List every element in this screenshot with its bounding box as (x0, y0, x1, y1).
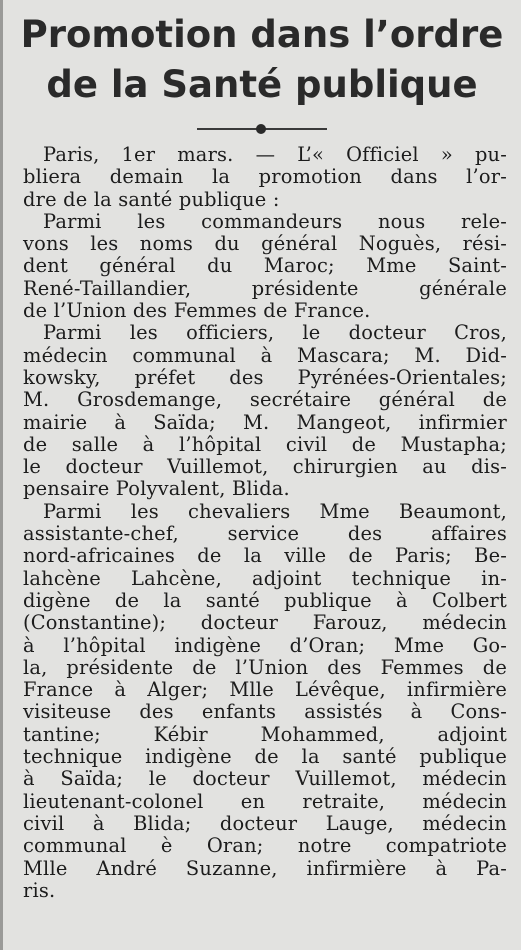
text-line: René-Taillandier, présidente générale (23, 276, 507, 300)
text-line: visiteuse des enfants assistés à Cons- (23, 700, 507, 724)
paragraph-intro (23, 144, 507, 211)
text-line: lieutenant-colonel en retraite, médecin (23, 789, 507, 813)
text-line: à l’hôpital indigène d’Oran; Mme Go- (23, 633, 507, 657)
divider-dot (256, 124, 266, 134)
text-line: ris. (23, 878, 56, 902)
text-line: Parmi les chevaliers Mme Beaumont, (43, 499, 507, 523)
text-line: assistante-chef, service des affaires (23, 522, 507, 546)
text-line: nord-africaines de la ville de Paris; Be- (23, 544, 507, 568)
text-line: de salle à l’hôpital civil de Mustapha; (23, 432, 507, 456)
paragraph-officiers (23, 322, 507, 500)
article-body (3, 144, 521, 902)
text-line: communal è Oran; notre compatriote (23, 834, 507, 858)
text-line: la, présidente de l’Union des Femmes de (23, 655, 507, 679)
text-line: civil à Blida; docteur Lauge, médecin (23, 811, 507, 835)
text-line: M. Grosdemange, secrétaire général de (23, 388, 507, 412)
text-line: vons les noms du général Noguès, rési- (23, 232, 507, 256)
text-line: lahcène Lahcène, adjoint technique in- (23, 566, 507, 590)
text-line: dre de la santé publique : (23, 187, 280, 211)
headline-line-2: de la Santé publique (46, 63, 478, 106)
text-line: le docteur Vuillemot, chirurgien au dis- (23, 455, 507, 479)
text-line: technique indigène de la santé publique (23, 745, 507, 769)
text-line: dent général du Maroc; Mme Saint- (23, 254, 507, 278)
text-line: kowsky, préfet des Pyrénées-Orientales; (23, 365, 507, 389)
text-line: Parmi les commandeurs nous rele- (43, 209, 507, 233)
text-line: à Saïda; le docteur Vuillemot, médecin (23, 767, 507, 791)
text-line: Mlle André Suzanne, infirmière à Pa- (23, 856, 507, 880)
text-line: France à Alger; Mlle Lévêque, infirmière (23, 678, 507, 702)
paragraph-commandeurs (23, 211, 507, 322)
text-line: médecin communal à Mascara; M. Did- (23, 343, 507, 367)
text-line: Parmi les officiers, le docteur Cros, (43, 321, 507, 345)
paragraph-chevaliers (23, 501, 507, 902)
headline (3, 0, 521, 110)
text-line: de l’Union des Femmes de France. (23, 299, 371, 323)
headline-line-1: Promotion dans l’ordre (20, 13, 504, 56)
text-line: bliera demain la promotion dans l’or- (23, 165, 507, 189)
text-line: digène de la santé publique à Colbert (23, 588, 507, 612)
text-line: pensaire Polyvalent, Blida. (23, 477, 290, 501)
text-line: tantine; Kébir Mohammed, adjoint (23, 722, 507, 746)
text-line: Paris, 1er mars. — L’« Officiel » pu- (43, 143, 507, 166)
headline-divider (197, 124, 327, 134)
text-line: (Constantine); docteur Farouz, médecin (23, 611, 507, 635)
text-line: mairie à Saïda; M. Mangeot, infirmier (23, 410, 507, 434)
